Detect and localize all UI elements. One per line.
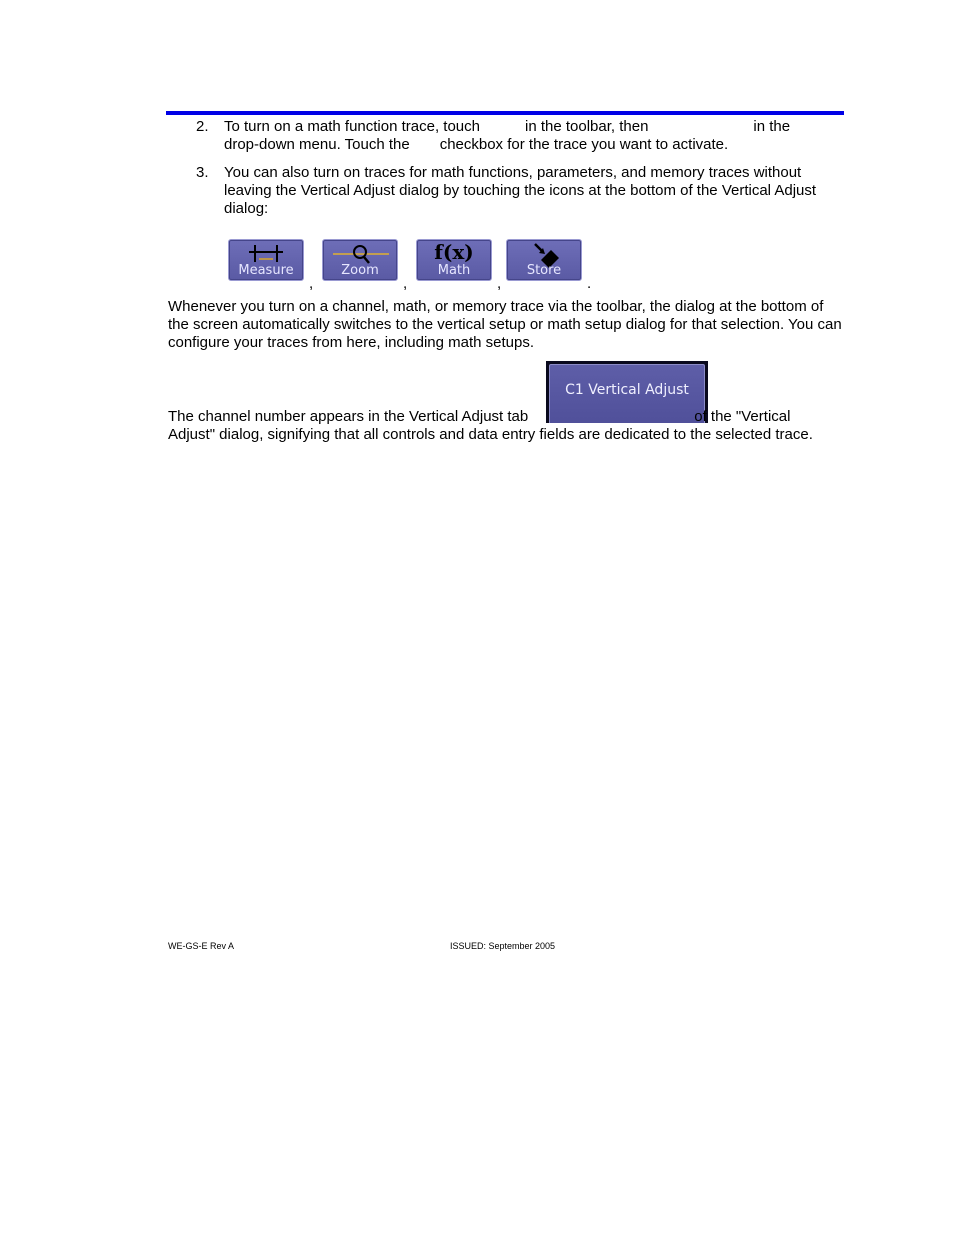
footer-doc-id: WE-GS-E Rev A — [168, 941, 235, 951]
step-number: 2. — [196, 118, 209, 135]
body-paragraph-channel: The channel number appears in the Vertical Adjust tab of the "Vertical Adjust" dialog, signifying that all controls and data entry fields are dedicated to the selected trace. — [168, 408, 813, 443]
tab-label: C1 Vertical Adjust — [549, 364, 705, 423]
step-text: To turn on a math function trace, touch in the toolbar, then in the drop-down menu. Touch the checkbox for the trace you want to activate. — [224, 118, 791, 153]
step-text: You can also turn on traces for math functions, parameters, and memory traces without leaving the Vertical Adjust dialog by touching the icons at the bottom of the Vertical Adjust dialog: — [224, 164, 817, 217]
measure-button[interactable]: Measure — [228, 239, 304, 281]
footer-issued: ISSUED: September 2005 — [450, 941, 556, 951]
store-button[interactable]: Store — [506, 239, 582, 281]
step-number: 3. — [196, 164, 209, 181]
separator: , — [497, 275, 502, 292]
separator: . — [587, 275, 592, 292]
math-button[interactable]: f(x) Math — [416, 239, 492, 281]
header-rule — [166, 111, 844, 115]
separator: , — [403, 275, 408, 292]
separator: , — [309, 275, 314, 292]
body-paragraph: Whenever you turn on a channel, math, or memory trace via the toolbar, the dialog at the bottom of the screen automatically switches to the vertical setup or math setup dialog for that selection. You can configure your traces from here, including math setups. — [168, 298, 842, 351]
fx-math-icon: f(x) — [434, 240, 474, 264]
zoom-button[interactable]: Zoom — [322, 239, 398, 281]
